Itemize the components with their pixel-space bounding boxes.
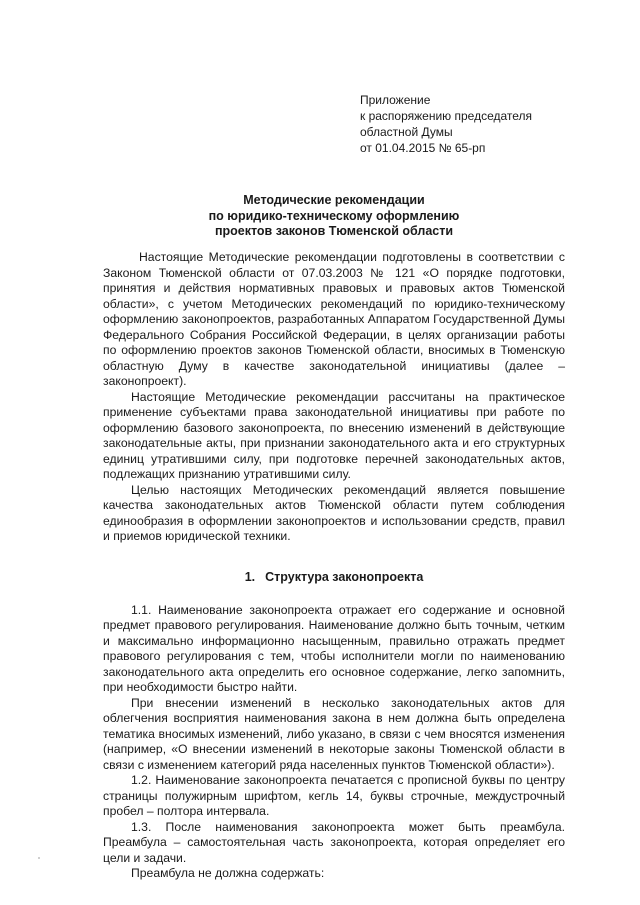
section-paragraph-1-1: 1.1. Наименование законопроекта отражает его содержание и основной предмет правового регулирования. Наименование должно быть точным, четким и максимально информационно насыщенным, правильно отражать предмет правового регулирования с тем, чтобы исполнители могли по наименованию законодательного акта определить его основное содержание, легко запомнить, при необходимости быстро найти. [103,602,565,694]
scan-artifact-dot [38,857,40,859]
title-line-1: Методические рекомендации [243,193,425,207]
intro-paragraph-3: Целью настоящих Методических рекомендаций является повышение качества законодательных актов Тюменской области путем соблюдения единообразия в оформлении законопроектов и использовании средств, правил и приемов юридической техники. [103,482,565,543]
intro-paragraph-2: Настоящие Методические рекомендации рассчитаны на практическое применение субъектами права законодательной инициативы при работе по оформлению базового законопроекта, по внесению изменений в действующие законодательные акты, при признании законодательного акта и его структурных единиц утратившими силу, при подготовке перечней законодательных актов, подлежащих признанию утратившими силу. [103,389,565,481]
appendix-issuer: областной Думы [360,125,453,139]
appendix-label: Приложение [360,93,431,107]
appendix-order-ref: к распоряжению председателя [360,109,533,123]
appendix-block [360,92,620,156]
section-paragraph-1-3: 1.3. После наименования законопроекта может быть преамбула. Преамбула – самостоятельная часть законопроекта, которая определяет его цели и задачи. [103,819,565,865]
appendix-date-number: от 01.04.2015 № 65-рп [360,141,486,155]
section-paragraph-preamble: Преамбула не должна содержать: [131,866,325,880]
section-paragraph-amendments: При внесении изменений в несколько законодательных актов для облегчения восприятия наименования закона в нем должна быть определена тематика вносимых изменений, либо указано, в связи с чем вносятся изменения (например, «О внесении изменений в некоторые законы Тюменской области в связи с изменением категорий ряда населенных пунктов Тюменской области»). [103,695,565,772]
title-line-3: проектов законов Тюменской области [214,224,454,238]
section-title: Структура законопроекта [265,569,424,584]
document-title [104,193,564,240]
intro-paragraph-1: Настоящие Методические рекомендации подготовлены в соответствии с Законом Тюменской области от 07.03.2003 № 121 «О порядке подготовки, принятия и действия нормативных правовых и правовых актов Тюменской области», с учетом Методических рекомендаций по юридико-техническому оформлению законопроектов, разработанных Аппаратом Государственной Думы Федерального Собрания Российской Федерации, в целях организации работы по оформлению проектов законов Тюменской области, вносимых в Тюменскую областную Думу в качестве законодательной инициативы (далее – законопроект). [103,250,565,388]
document-body [103,250,565,882]
title-line-2: по юридико-техническому оформлению [208,208,460,223]
section-heading [103,569,565,585]
section-number: 1. [244,569,256,584]
section-paragraph-1-2: 1.2. Наименование законопроекта печатается с прописной буквы по центру страницы полужирным шрифтом, кегль 14, буквы строчные, междустрочный пробел – полтора интервала. [103,773,565,818]
